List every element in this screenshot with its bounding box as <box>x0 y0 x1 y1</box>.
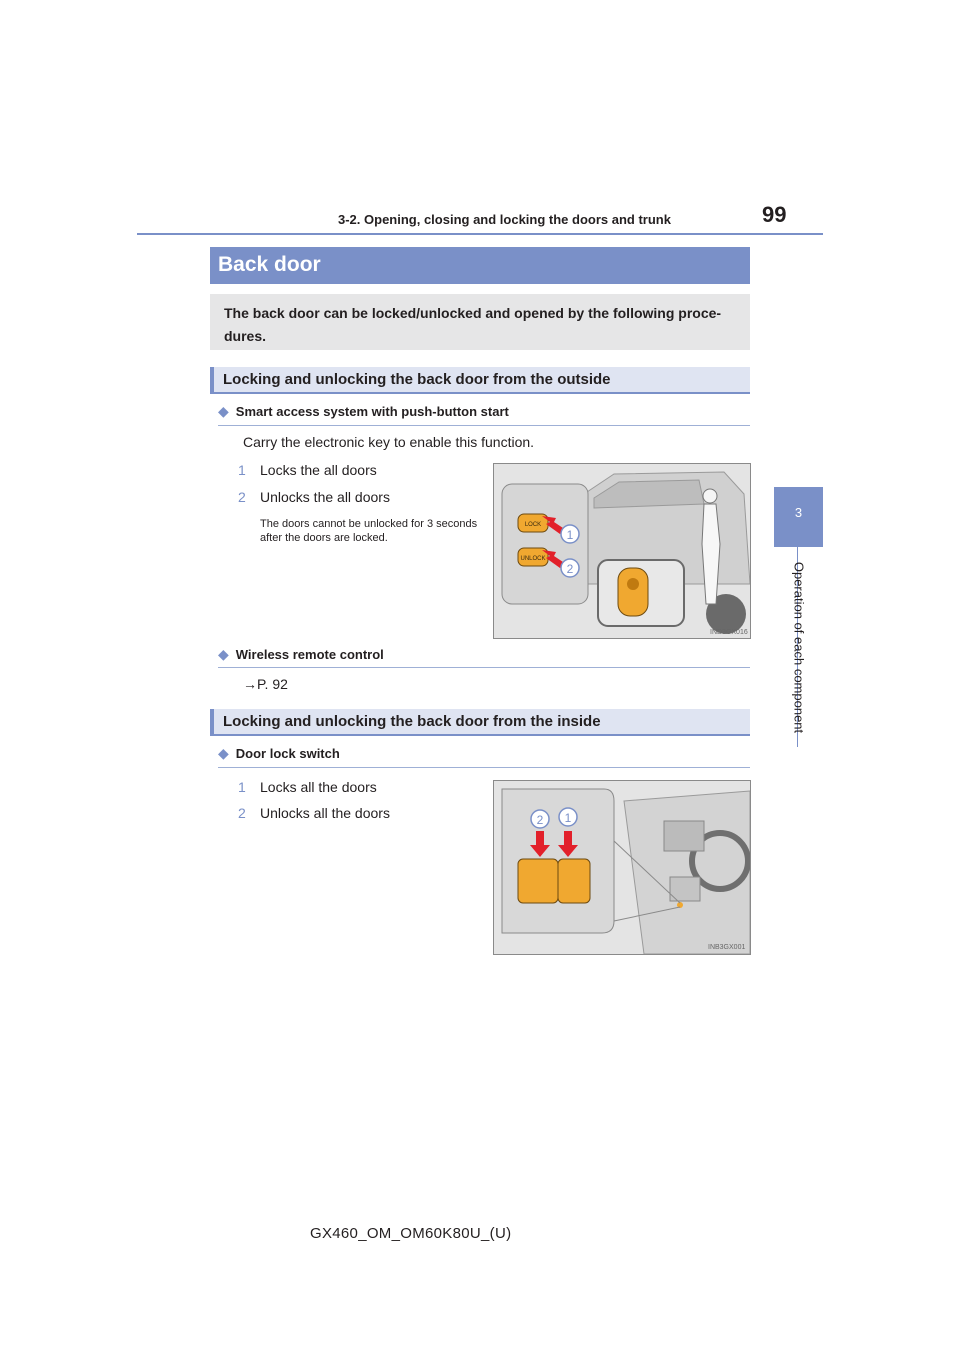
figure-code: INB3GX001 <box>708 944 746 951</box>
page-number: 99 <box>762 202 787 227</box>
subheading-door-lock-switch: ◆ Door lock switch <box>218 745 340 761</box>
page-title: Back door <box>218 253 321 276</box>
chapter-tab: 3 <box>774 487 823 547</box>
step-number: 1 <box>238 779 246 795</box>
subheading-rule <box>218 425 750 426</box>
step-number: 2 <box>238 489 246 505</box>
chapter-title: Operation of each component <box>791 561 807 734</box>
section-heading-inside-text: Locking and unlocking the back door from the inside <box>223 713 601 730</box>
diamond-icon: ◆ <box>218 403 229 419</box>
intro-text: The back door can be locked/unlocked and opened by the following proce-dures. <box>224 305 722 344</box>
callout-number: 1 <box>566 528 574 542</box>
figure-door-lock-switch <box>493 780 751 955</box>
step-number: 2 <box>238 805 246 821</box>
step-label: Unlocks all the doors <box>260 805 390 821</box>
diamond-icon: ◆ <box>218 646 229 662</box>
unlock-note: The doors cannot be unlocked for 3 seconds after the doors are locked. <box>260 518 478 544</box>
callout-number: 2 <box>566 562 574 576</box>
figure-code: IND3GX016 <box>710 629 748 636</box>
door-lock-switch-illustration <box>494 781 750 954</box>
step-label: Locks the all doors <box>260 462 377 478</box>
section-heading-outside <box>210 367 750 394</box>
page-reference-link[interactable]: →P. 92 <box>243 676 288 692</box>
diamond-icon: ◆ <box>218 745 229 761</box>
smart-key-icon <box>618 568 648 616</box>
document-code: GX460_OM_OM60K80U_(U) <box>310 1225 512 1242</box>
back-door-illustration <box>494 464 750 638</box>
figure-back-door-switch <box>493 463 751 639</box>
unlock-switch-icon <box>558 859 590 903</box>
header-section-title: 3-2. Opening, closing and locking the doors and trunk <box>338 212 671 227</box>
section-heading-inside <box>210 709 750 736</box>
subheading-rule <box>218 667 750 668</box>
intro-box <box>210 294 750 350</box>
subheading-smart-access: ◆ Smart access system with push-button start <box>218 403 509 419</box>
lock-label: LOCK <box>524 522 542 528</box>
lock-switch-icon <box>518 859 558 903</box>
step-number: 1 <box>238 462 246 478</box>
subheading-rule <box>218 767 750 768</box>
step-label: Unlocks the all doors <box>260 489 390 505</box>
step-label: Locks all the doors <box>260 779 377 795</box>
unlock-label: UNLOCK <box>520 556 546 562</box>
smart-access-text: Carry the electronic key to enable this function. <box>243 434 535 450</box>
page-title-bar <box>210 247 750 284</box>
section-heading-outside-text: Locking and unlocking the back door from the outside <box>223 371 611 388</box>
callout-number: 2 <box>536 813 544 827</box>
callout-number: 1 <box>564 811 572 825</box>
subheading-wireless-remote: ◆ Wireless remote control <box>218 646 384 662</box>
header-rule <box>137 233 823 235</box>
